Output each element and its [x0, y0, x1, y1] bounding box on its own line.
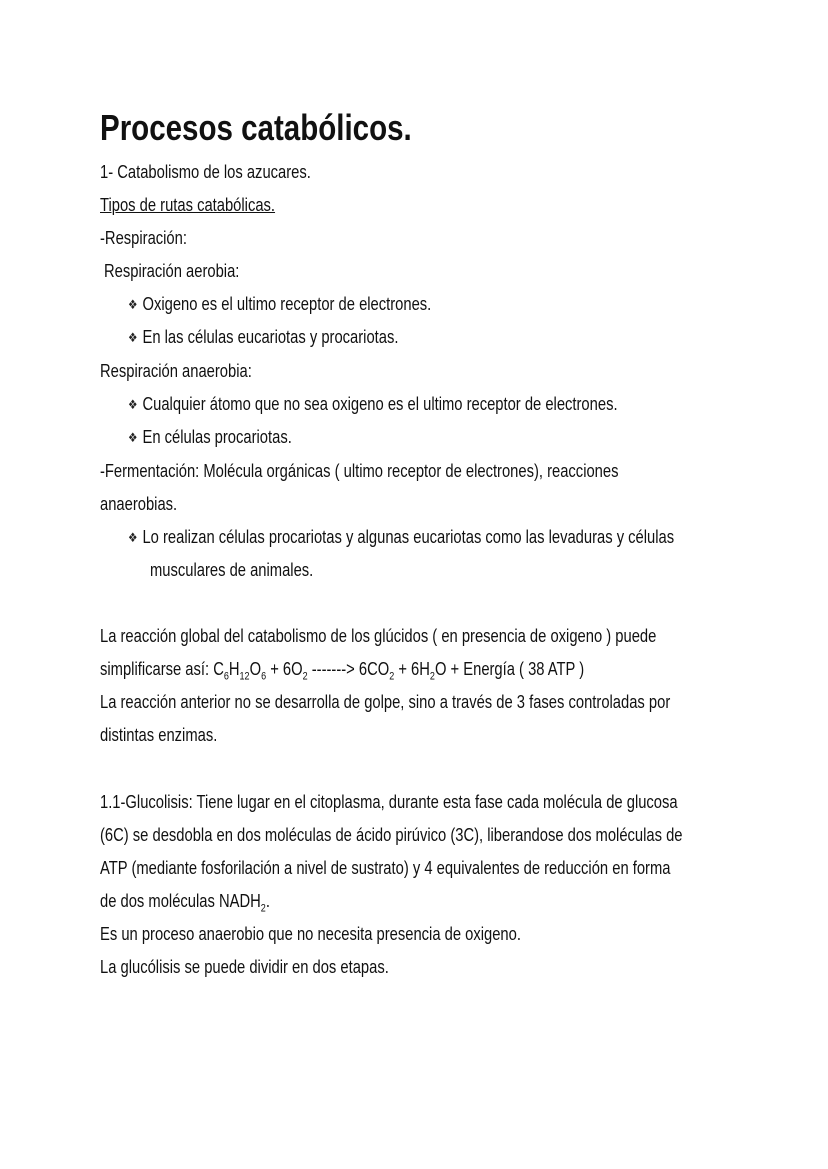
- paragraph-line: [100, 885, 270, 918]
- paragraph-line: (6C) se desdobla en dos moléculas de ácido pirúvico (3C), liberandose dos moléculas de: [100, 825, 683, 845]
- paragraph-line: Es un proceso anaerobio que no necesita presencia de oxigeno.: [100, 924, 521, 944]
- list-item: [128, 421, 292, 455]
- text-line: Respiración aerobia:: [104, 261, 240, 281]
- subheading-underlined: Tipos de rutas catabólicas.: [100, 195, 276, 215]
- section-heading: 1- Catabolismo de los azucares.: [100, 162, 311, 182]
- text-run: simplificarse así:: [100, 659, 214, 679]
- list-item: [128, 288, 431, 322]
- list-item-text: Oxigeno es el ultimo receptor de electrones.: [142, 294, 432, 314]
- list-item-text: Cualquier átomo que no sea oxigeno es el ultimo receptor de electrones.: [142, 394, 618, 414]
- paragraph-line: ATP (mediante fosforilación a nivel de sustrato) y 4 equivalentes de reducción en forma: [100, 858, 671, 878]
- diamond-bullet-icon: ❖: [128, 330, 138, 345]
- paragraph-line: 1.1-Glucolisis: Tiene lugar en el citoplasma, durante esta fase cada molécula de glucosa: [100, 792, 678, 812]
- text-run: de dos moléculas NADH: [100, 891, 261, 911]
- text-line: -Respiración:: [100, 228, 187, 248]
- paragraph-line: La reacción global del catabolismo de los glúcidos ( en presencia de oxigeno ) puede: [100, 626, 657, 646]
- list-item-text: Lo realizan células procariotas y algunas eucariotas como las levaduras y células: [142, 527, 675, 547]
- subscript: 2: [260, 902, 266, 915]
- paragraph-line: La glucólisis se puede dividir en dos etapas.: [100, 957, 389, 977]
- page-title: Procesos catabólicos.: [100, 107, 412, 148]
- diamond-bullet-icon: ❖: [128, 397, 138, 412]
- text-line: -Fermentación: Molécula orgánicas ( ultimo receptor de electrones), reacciones: [100, 461, 619, 481]
- paragraph-line: distintas enzimas.: [100, 725, 218, 745]
- text-line: Respiración anaerobia:: [100, 361, 252, 381]
- diamond-bullet-icon: ❖: [128, 530, 138, 545]
- paragraph-line: La reacción anterior no se desarrolla de golpe, sino a través de 3 fases controladas por: [100, 692, 671, 712]
- list-item-continuation: musculares de animales.: [150, 560, 314, 580]
- list-item: [128, 321, 398, 355]
- list-item: [128, 388, 618, 422]
- list-item-text: En las células eucariotas y procariotas.: [142, 327, 399, 347]
- formula-line: [100, 653, 584, 686]
- diamond-bullet-icon: ❖: [128, 430, 138, 445]
- diamond-bullet-icon: ❖: [128, 297, 138, 312]
- text-line: anaerobias.: [100, 494, 178, 514]
- list-item-text: En células procariotas.: [142, 427, 292, 447]
- chemical-equation: $C_6H_{12}O_6 + 6O_2$ -------> $6CO_2 + 6H_2O$ + Energía ( 38 ATP ): [213, 659, 585, 683]
- text-run: .: [265, 891, 270, 911]
- list-item: [128, 521, 674, 555]
